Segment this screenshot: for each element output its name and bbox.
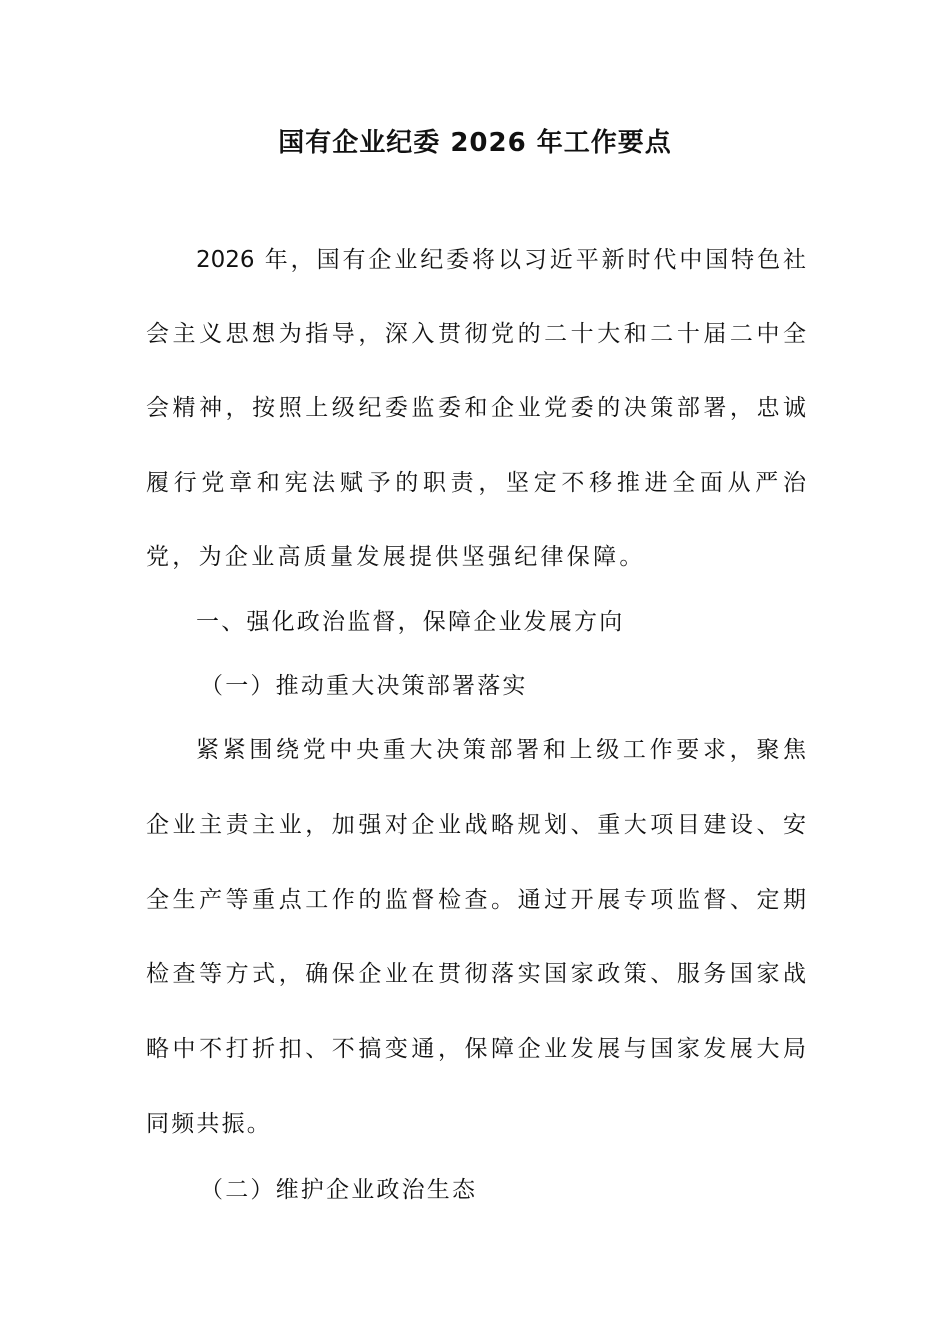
document-title: 国有企业纪委 2026 年工作要点: [278, 128, 672, 158]
section-heading: 一、强化政治监督，保障企业发展方向: [196, 609, 625, 635]
intro-line: 履行党章和宪法赋予的职责，坚定不移推进全面从严治: [146, 470, 806, 496]
intro-line: 会主义思想为指导，深入贯彻党的二十大和二十届二中全: [146, 321, 806, 347]
body-line: 企业主责主业，加强对企业战略规划、重大项目建设、安: [146, 812, 806, 838]
subsection-heading: （一）推动重大决策部署落实: [200, 673, 528, 699]
body-line: 全生产等重点工作的监督检查。通过开展专项监督、定期: [146, 887, 806, 913]
subsection-heading: （二）维护企业政治生态: [200, 1177, 478, 1203]
intro-line: 会精神，按照上级纪委监委和企业党委的决策部署，忠诚: [146, 395, 806, 421]
body-line: 略中不打折扣、不搞变通，保障企业发展与国家发展大局: [146, 1036, 806, 1062]
body-line: 紧紧围绕党中央重大决策部署和上级工作要求，聚焦: [196, 737, 806, 763]
intro-line: 2026 年，国有企业纪委将以习近平新时代中国特色社: [196, 247, 806, 273]
body-line: 同频共振。: [146, 1111, 272, 1137]
body-line: 检查等方式，确保企业在贯彻落实国家政策、服务国家战: [146, 961, 806, 987]
intro-line: 党，为企业高质量发展提供坚强纪律保障。: [146, 544, 646, 570]
